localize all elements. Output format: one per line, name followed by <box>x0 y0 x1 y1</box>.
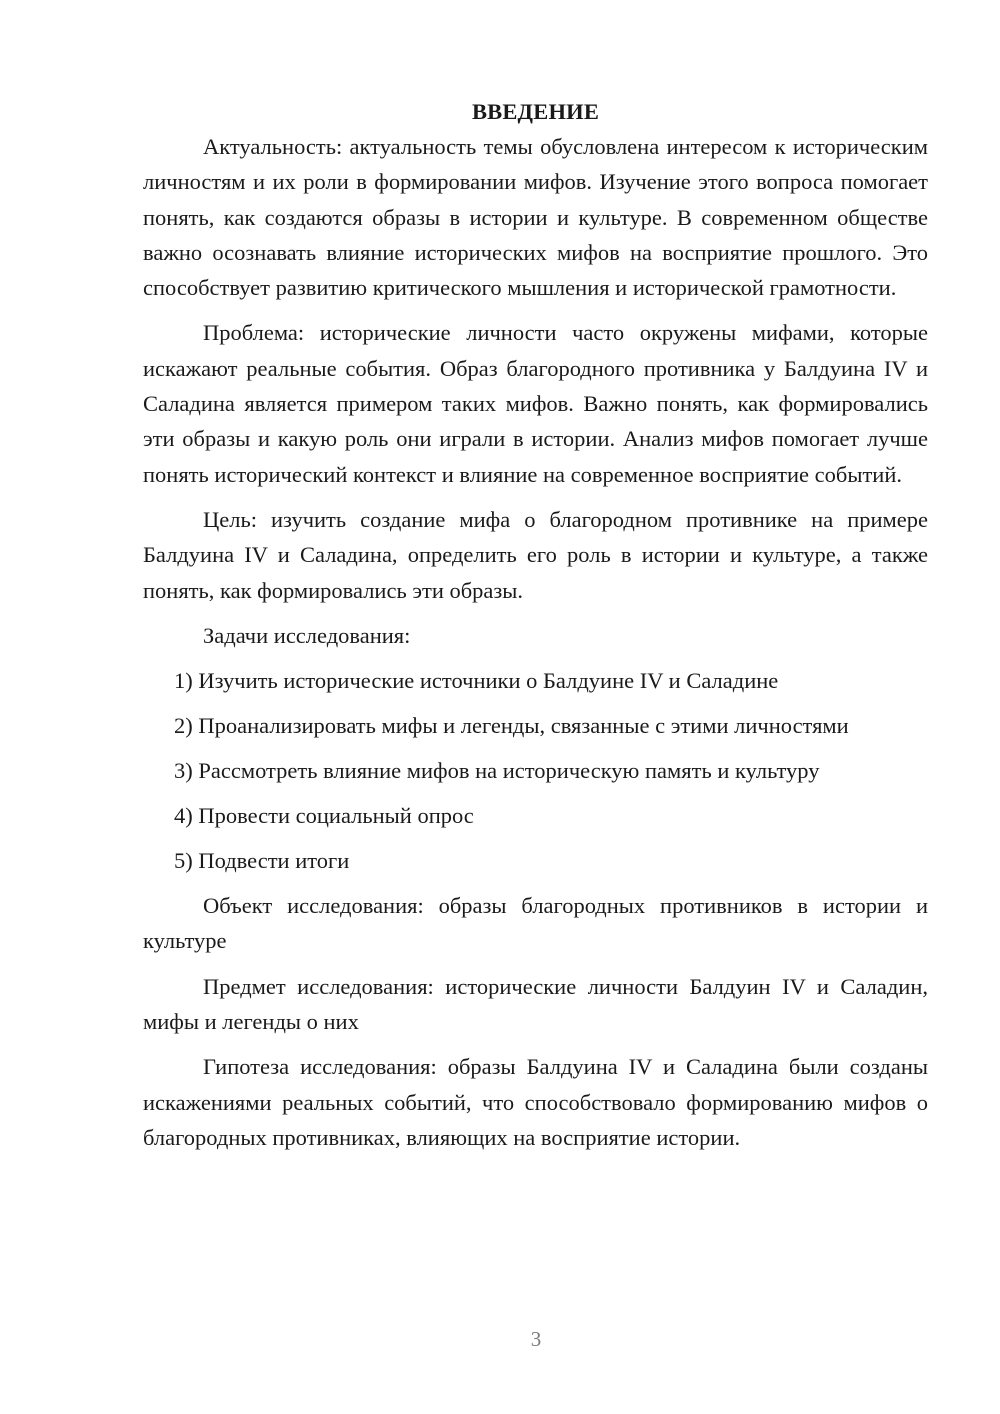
document-page <box>143 94 928 1155</box>
page-title: ВВЕДЕНИЕ <box>471 99 600 124</box>
list-item: 4) Провести социальный опрос <box>174 803 474 829</box>
paragraph-subject: Предмет исследования: исторические личности Балдуин IV и Саладин, мифы и легенды о них <box>143 973 928 1035</box>
list-item: 1) Изучить исторические источники о Балдуине IV и Саладине <box>174 668 779 694</box>
list-item: 5) Подвести итоги <box>174 848 350 874</box>
list-item: 3) Рассмотреть влияние мифов на историческую память и культуру <box>174 758 820 784</box>
paragraph-object: Объект исследования: образы благородных противников в истории и культуре <box>143 893 928 954</box>
paragraph-hypothesis: Гипотеза исследования: образы Балдуина IV и Саладина были созданы искажениями реальных событий, что способствовало формированию мифов о благородных противниках, влияющих на восприятие истории. <box>143 1054 928 1150</box>
page-number: 3 <box>530 1327 542 1351</box>
list-item: 2) Проанализировать мифы и легенды, связанные с этими личностями <box>174 713 849 739</box>
tasks-heading: Задачи исследования: <box>203 622 411 648</box>
paragraph-relevance: Актуальность: актуальность темы обусловлена интересом к историческим личностям и их роли в формировании мифов. Изучение этого вопроса помогает понять, как создаются образы в истории и культуре. В современном обществе важно осознавать влияние исторических мифов на восприятие прошлого. Это способствует развитию критического мышления и исторической грамотности. <box>143 134 928 301</box>
paragraph-problem: Проблема: исторические личности часто окружены мифами, которые искажают реальные события. Образ благородного противника у Балдуина IV и Саладина является примером таких мифов. Важно понять, как формировались эти образы и какую роль они играли в истории. Анализ мифов помогает лучше понять исторический контекст и влияние на современное восприятие событий. <box>143 320 928 487</box>
tasks-list <box>143 663 928 878</box>
paragraph-goal: Цель: изучить создание мифа о благородном противнике на примере Балдуина IV и Саладина, определить его роль в истории и культуре, а также понять, как формировались эти образы. <box>143 506 928 603</box>
